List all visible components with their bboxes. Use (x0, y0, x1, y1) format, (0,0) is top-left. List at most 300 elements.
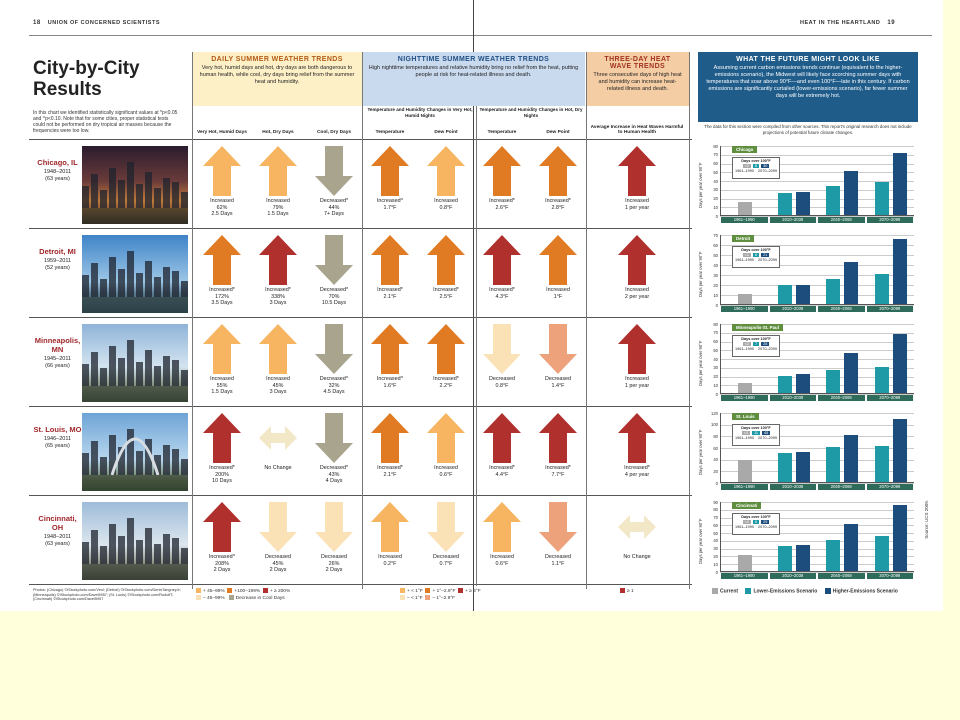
projection-chart (698, 409, 918, 495)
city-years: 1959–2011 (43, 258, 72, 264)
trend-value: 2.6°F (495, 204, 509, 211)
trend-cell (476, 496, 528, 582)
trend-value: 1.4°F (551, 382, 565, 389)
running-head-right (800, 20, 900, 26)
y-tick-label: 20 (713, 374, 718, 379)
inset-title: Days over 100°F (741, 248, 771, 252)
y-tick-label: 50 (713, 347, 718, 353)
chart-ylabel: Days per year over 90°F (698, 162, 703, 208)
trend-value: 0.8°F (495, 382, 509, 389)
x-category-label: 2070–2099 (867, 395, 914, 401)
heatwave-cell (611, 229, 663, 315)
inset-current: <1 (744, 253, 749, 257)
city-label (33, 336, 82, 370)
trend-direction: Increased* (433, 287, 459, 293)
y-tick-label: 40 (713, 178, 718, 184)
x-category-label: 2070–2099 (867, 484, 914, 490)
inset-higher: 21 (763, 253, 768, 257)
trend-value: 43% (328, 471, 340, 478)
trend-value: 0.6°F (495, 560, 509, 567)
y-tick-label: 40 (713, 457, 718, 463)
chart-legend (712, 588, 898, 594)
col-night-humid-temp: Temperature (375, 130, 405, 136)
projection-chart (698, 142, 918, 228)
inset-period-1: 1961–1990 (734, 258, 754, 262)
trend-direction: Decreased (544, 554, 572, 560)
bar-higher (844, 171, 858, 215)
x-category-label: 2040–2069 (818, 306, 865, 312)
trend-value: 32% (328, 382, 340, 389)
row-divider (29, 495, 692, 496)
bar-higher (796, 545, 810, 571)
trend-direction: Increased* (489, 287, 515, 293)
heatwave-cell (611, 407, 663, 493)
y-tick-label: 70 (713, 232, 718, 238)
legend-daily-2: – 45–99% (203, 595, 225, 601)
y-tick-label: 10 (713, 561, 718, 567)
x-category-label: 2010–2039 (770, 484, 817, 490)
trend-days: 1.5 Days (211, 389, 233, 395)
trend-cell (532, 318, 584, 404)
trend-direction: Decreased* (319, 287, 349, 293)
trend-value: 0.8°F (439, 204, 453, 211)
inset-lower: 6 (754, 253, 758, 257)
trend-value: 2.2°F (439, 382, 453, 389)
city-name: Detroit, MI (39, 247, 76, 256)
legend-current: Current (720, 588, 739, 595)
trend-value: 1.6°F (383, 382, 397, 389)
trend-days: 4 Days (325, 478, 343, 484)
heatwave-header (586, 52, 689, 106)
y-tick-label: 60 (713, 242, 718, 248)
trend-direction: Increased* (377, 287, 403, 293)
bar-lower (778, 546, 792, 571)
city-span: (63 years) (45, 541, 70, 547)
x-category-label: 2040–2069 (818, 217, 865, 223)
inset-title: Days over 100°F (741, 515, 771, 519)
trend-direction: Increased (210, 376, 234, 382)
city-name: Chicago, IL (37, 158, 78, 167)
trend-cell (532, 140, 584, 226)
inset-period-1: 1961–1990 (734, 169, 754, 173)
y-tick-label: 30 (713, 365, 718, 371)
city-name: St. Louis, MO (33, 425, 82, 434)
y-tick-label: 20 (713, 196, 718, 201)
trend-label (364, 465, 416, 478)
trend-value: 172% (215, 293, 229, 300)
trend-direction: Decreased (544, 376, 572, 382)
bar-higher (893, 505, 907, 571)
trend-value: 79% (272, 204, 284, 211)
night-desc: High nighttime temperatures and relative humidity bring no relief from the heat, putting people at risk for heat-related illness and death. (368, 65, 579, 78)
trend-label (532, 376, 584, 389)
running-head-left (33, 20, 160, 26)
night-title: NIGHTTIME SUMMER WEATHER TRENDS (397, 56, 550, 63)
x-category-label: 2040–2069 (818, 484, 865, 490)
x-category-label: 2010–2039 (770, 395, 817, 401)
night-header (362, 52, 585, 106)
bar-higher (844, 524, 858, 571)
trend-value: 4 per year (624, 471, 650, 478)
trend-direction: Increased (625, 287, 649, 293)
bar-lower (826, 447, 840, 482)
y-tick-label: 50 (713, 530, 718, 536)
trend-value: 0.6°F (439, 471, 453, 478)
inset-current: <2 (744, 164, 749, 168)
trend-direction: Increased* (377, 465, 403, 471)
trend-value: 2 per year (624, 293, 650, 300)
y-tick-label: 80 (713, 143, 718, 149)
y-tick-label: 70 (713, 330, 718, 336)
inset-lower: 7 (754, 342, 758, 346)
y-tick-label: 40 (713, 538, 718, 544)
trend-label (364, 198, 416, 211)
x-category-label: 2070–2099 (867, 306, 914, 312)
x-category-label: 1961–1990 (721, 217, 768, 223)
y-tick-label: 70 (713, 515, 718, 521)
legend-heatwave: ≥ 1 (627, 588, 634, 594)
trend-value: 44% (328, 204, 340, 211)
days-over-100-inset (732, 246, 780, 268)
trend-direction: Increased^ (208, 554, 236, 560)
trend-cell (196, 318, 248, 404)
city-photo (82, 235, 188, 313)
x-category-label: 2040–2069 (818, 395, 865, 401)
trend-days: 10 Days (212, 478, 232, 484)
trend-cell (196, 140, 248, 226)
row-divider (29, 228, 692, 229)
page-number-right: 19 (887, 20, 896, 26)
y-tick-label: 50 (713, 252, 718, 258)
trend-cell (364, 496, 416, 582)
trend-value: 200% (215, 471, 229, 478)
trend-cell (252, 140, 304, 226)
trend-cell (476, 407, 528, 493)
publisher-name: UNION OF CONCERNED SCIENTISTS (47, 20, 161, 26)
trend-days: 1.5 Days (267, 211, 289, 217)
row-divider (29, 406, 692, 407)
trend-value: 2.1°F (383, 471, 397, 478)
y-tick-label: 80 (713, 321, 718, 327)
y-tick-label: 80 (713, 433, 718, 439)
trend-days: 2.5 Days (211, 211, 233, 217)
x-category-label: 2010–2039 (770, 217, 817, 223)
trend-days: 7+ Days (324, 211, 344, 217)
trend-direction: No Change (264, 465, 292, 471)
trend-direction: Increased^ (376, 198, 404, 204)
chart-city-title: Chicago (732, 146, 757, 153)
bar-lower (875, 274, 889, 304)
bar-higher (796, 452, 810, 482)
city-years: 1948–2011 (43, 534, 72, 540)
trend-cell (252, 318, 304, 404)
legend-higher: Higher-Emissions Scenario (832, 588, 898, 595)
inset-current: <2 (744, 342, 749, 346)
bar-lower (875, 182, 889, 215)
trend-cell (476, 140, 528, 226)
trend-label (252, 465, 304, 472)
bar-lower (778, 453, 792, 482)
night-legend (400, 588, 580, 602)
y-tick-label: 10 (713, 382, 718, 388)
heatwave-title: THREE-DAY HEAT WAVE TRENDS (604, 56, 671, 70)
legend-night-3: + 1°–2.9°F (432, 588, 456, 594)
city-label (33, 425, 82, 450)
city-span: (66 years) (45, 363, 70, 369)
chart-city-title: Detroit (732, 235, 754, 242)
trend-days: 3 Days (269, 300, 287, 306)
y-tick-label: 20 (713, 468, 718, 474)
trend-cell (420, 229, 472, 315)
trend-direction: Increased (378, 554, 402, 560)
chart-ylabel: Days per year over 90°F (698, 518, 703, 564)
trend-cell (308, 407, 360, 493)
trend-cell (420, 407, 472, 493)
trend-value: 0.2°F (383, 560, 397, 567)
trend-label (308, 554, 360, 574)
days-over-100-inset (732, 424, 780, 446)
y-tick-label: 60 (713, 522, 718, 528)
inset-title: Days over 100°F (741, 337, 771, 341)
y-tick-label: 50 (713, 169, 718, 175)
y-tick-label: 30 (713, 187, 718, 193)
trend-value: 1.1°F (551, 560, 565, 567)
city-name: Cincinnati, OH (38, 514, 77, 532)
trend-label (476, 465, 528, 478)
trend-direction: Increased (434, 465, 458, 471)
bar-lower (826, 370, 840, 393)
bar-current (738, 202, 752, 215)
bar-lower (875, 536, 889, 571)
trend-value: 2.8°F (551, 204, 565, 211)
days-over-100-inset (732, 335, 780, 357)
inset-title: Days over 100°F (741, 159, 771, 163)
trend-direction: Increased* (545, 465, 571, 471)
y-tick-label: 70 (713, 152, 718, 158)
trend-cell (420, 140, 472, 226)
top-rule (29, 35, 932, 36)
bar-current (738, 383, 752, 394)
inset-higher: 29 (763, 520, 768, 524)
trend-direction: Increased^ (376, 376, 404, 382)
trend-direction: Decreased^ (319, 376, 349, 382)
intro-text: In this chart we identified statistically significant values at *p<0.05 and ^p<0.10. Note that for some cities, proper statistical tests could not be performed on dry tropical air masses because the frequencies were too low. (33, 110, 178, 134)
trend-label (611, 287, 663, 300)
y-tick-label: 120 (711, 410, 718, 416)
col-cool-dry: Cool, Dry Days (316, 130, 352, 136)
bar-current (738, 294, 752, 304)
future-desc: Assuming current carbon emissions trends continue (equivalent to the higher-emissions scenario), the Midwest will likely face scorching summer days with temperatures that soar above 90°F—and even 100°F—late in this century. If carbon emissions are significantly curtailed (lower-emissions scenario), far fewer summer days will be extremely hot. (706, 65, 910, 99)
trend-value: 45% (272, 382, 284, 389)
trend-label (364, 376, 416, 389)
legend-night-4: – 1°–2.9°F (432, 595, 456, 601)
x-category-label: 2070–2099 (867, 217, 914, 223)
heatwave-cell (611, 318, 663, 404)
inset-period-1: 1961–1990 (734, 347, 754, 351)
daily-desc: Very hot, humid days and hot, dry days are both dangerous to human health, while cool, dry days bring relief from the summer heat and humidity. (199, 65, 355, 85)
bar-higher (844, 353, 858, 393)
trend-value: 70% (328, 293, 340, 300)
trend-label (364, 554, 416, 567)
future-header (698, 52, 918, 122)
trend-direction: Decreased (320, 554, 348, 560)
trend-days: 4.5 Days (323, 389, 345, 395)
trend-cell (364, 229, 416, 315)
trend-value: 338% (271, 293, 285, 300)
x-category-label: 1961–1990 (721, 484, 768, 490)
chart-ylabel: Days per year over 90°F (698, 251, 703, 297)
city-name: Minneapolis, MN (34, 336, 81, 354)
x-category-label: 2010–2039 (770, 573, 817, 579)
trend-value: 208% (215, 560, 229, 567)
trend-label (196, 287, 248, 307)
trend-value: 1°F (553, 293, 563, 300)
daily-title: DAILY SUMMER WEATHER TRENDS (211, 56, 343, 63)
chart-city-title: Cincinnati (732, 502, 761, 509)
trend-direction: Increased* (545, 198, 571, 204)
y-tick-label: 40 (713, 262, 718, 268)
trend-label (476, 198, 528, 211)
trend-direction: Increased* (489, 198, 515, 204)
inset-lower: 8 (754, 164, 758, 168)
projection-chart (698, 231, 918, 317)
trend-value: 2.5°F (439, 293, 453, 300)
trend-cell (364, 140, 416, 226)
trend-cell (308, 318, 360, 404)
trend-direction: Increased (266, 198, 290, 204)
inset-higher: 30 (763, 164, 768, 168)
heatwave-desc: Three consecutive days of high heat and humidity can increase heat-related illness and death. (593, 72, 682, 92)
trend-label (196, 376, 248, 396)
y-tick-label: 30 (713, 272, 718, 278)
x-category-label: 2070–2099 (867, 573, 914, 579)
trend-direction: Decreased* (319, 465, 349, 471)
y-tick-label: 90 (713, 499, 718, 505)
trend-label (476, 287, 528, 300)
page-number-left: 18 (33, 20, 41, 26)
y-tick-label: 80 (713, 507, 718, 513)
inset-period-2: 2070–2099 (757, 258, 777, 262)
inset-period-2: 2070–2099 (757, 436, 777, 440)
page-title: City-by-City Results (33, 58, 140, 100)
trend-direction: Decreased* (319, 198, 349, 204)
trend-direction: Increased (210, 198, 234, 204)
trend-cell (476, 318, 528, 404)
night-sub-dry-text: Temperature and Humidity Changes in Hot, Dry Nights (479, 107, 583, 118)
col-hot-dry: Hot, Dry Days (262, 130, 294, 136)
trend-direction: Increased (625, 376, 649, 382)
y-tick-label: 0 (715, 391, 718, 397)
trend-label (196, 554, 248, 574)
y-tick-label: 100 (711, 422, 718, 428)
trend-direction: Increased* (209, 465, 235, 471)
trend-direction: Increased (434, 198, 458, 204)
city-span: (52 years) (45, 265, 70, 271)
future-title: WHAT THE FUTURE MIGHT LOOK LIKE (736, 56, 880, 63)
trend-direction: Increased* (433, 376, 459, 382)
trend-label (252, 198, 304, 218)
bar-lower (826, 540, 840, 571)
trend-cell (308, 229, 360, 315)
trend-value: 45% (272, 560, 284, 567)
trend-direction: Increased (490, 554, 514, 560)
trend-cell (532, 496, 584, 582)
city-years: 1945–2011 (43, 356, 72, 362)
trend-label (420, 465, 472, 478)
trend-cell (364, 407, 416, 493)
trend-cell (420, 318, 472, 404)
inset-title: Days over 100°F (741, 426, 771, 430)
trend-label (532, 554, 584, 567)
trend-direction: Increased* (209, 287, 235, 293)
row-divider (29, 139, 692, 140)
inset-period-2: 2070–2099 (757, 525, 777, 529)
city-years: 1946–2011 (43, 436, 72, 442)
trend-cell (196, 407, 248, 493)
inset-period-2: 2070–2099 (757, 347, 777, 351)
days-over-100-inset (732, 157, 780, 179)
trend-label (532, 198, 584, 211)
inset-current: <3 (743, 431, 749, 435)
bar-higher (893, 153, 907, 215)
city-years: 1948–2011 (43, 169, 72, 175)
trend-direction: Increased (266, 376, 290, 382)
days-over-100-inset (732, 513, 780, 535)
trend-value: 4.4°F (495, 471, 509, 478)
trend-days: 2 Days (213, 567, 231, 573)
chart-ylabel: Days per year over 90°F (698, 340, 703, 386)
city-label (33, 247, 82, 272)
trend-days: 10.5 Days (321, 300, 347, 306)
bar-higher (844, 262, 858, 304)
trend-cell (420, 496, 472, 582)
trend-days: 3.5 Days (211, 300, 233, 306)
x-category-label: 2040–2069 (818, 573, 865, 579)
y-tick-label: 0 (715, 480, 718, 486)
trend-direction: No Change (623, 554, 651, 560)
trend-label (611, 376, 663, 389)
trend-label (196, 198, 248, 218)
trend-cell (252, 496, 304, 582)
x-category-label: 1961–1990 (721, 395, 768, 401)
x-category-label: 1961–1990 (721, 306, 768, 312)
bar-lower (826, 186, 840, 215)
city-photo (82, 146, 188, 224)
trend-label (476, 376, 528, 389)
legend-night-1: + < 1°F (407, 588, 423, 594)
night-sub-humid-text: Temperature and Humidity Changes in Very Hot, Humid Nights (367, 107, 473, 118)
bar-higher (893, 239, 907, 304)
bar-higher (796, 374, 810, 393)
inset-higher: 45 (764, 431, 769, 435)
trend-value: 26% (328, 560, 340, 567)
trend-label (308, 198, 360, 218)
legend-daily-1: + 45–99% (203, 588, 225, 594)
trend-direction: Decreased (488, 376, 516, 382)
col-night-humid-dew: Dew Point (434, 130, 458, 136)
projection-chart (698, 498, 918, 584)
trend-label (532, 287, 584, 300)
legend-daily-4: + ≥ 200% (269, 588, 291, 594)
trend-label (364, 287, 416, 300)
col-very-hot-humid: Very Hot, Humid Days (197, 130, 247, 136)
trend-cell (308, 496, 360, 582)
trend-value: 1 per year (624, 382, 650, 389)
y-tick-label: 60 (713, 161, 718, 166)
trend-label (532, 465, 584, 478)
trend-direction: Increased* (265, 287, 291, 293)
inset-period-2: 2070–2099 (757, 169, 777, 173)
